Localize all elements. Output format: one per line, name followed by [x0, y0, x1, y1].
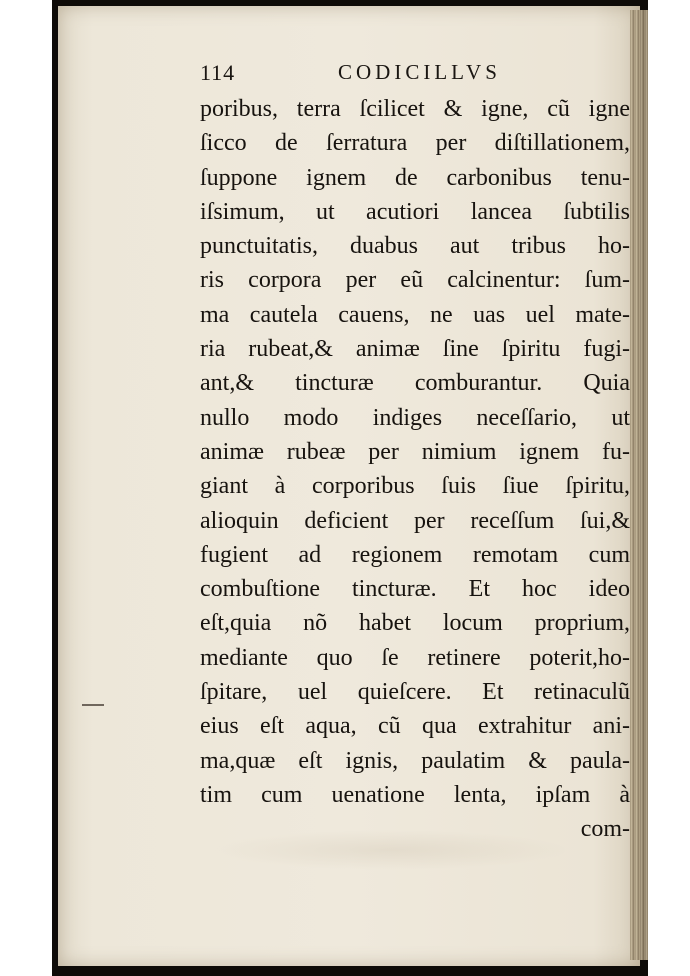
text-line: poribus, terra ſcilicet & igne, cũ igne — [200, 96, 630, 122]
margin-mark — [82, 704, 104, 706]
text-line: tim cum uenatione lenta, ipſam à — [200, 781, 630, 808]
text-line: nullo modo indiges neceſſario, ut — [200, 404, 630, 431]
text-line: iſsimum, ut acutiori lancea ſubtilis — [200, 198, 630, 225]
text-line: animæ rubeæ per nimium ignem fu- — [200, 438, 630, 465]
text-line: giant à corporibus ſuis ſiue ſpiritu, — [200, 473, 630, 500]
text-line: ſicco de ſerratura per diſtillationem, — [200, 130, 630, 157]
text-line: ſpitare, uel quieſcere. Et retinaculũ — [200, 679, 630, 706]
text-line: ris corpora per eũ calcinentur: ſum- — [200, 267, 630, 294]
text-line: combuſtione tincturæ. Et hoc ideo — [200, 576, 630, 603]
running-title: CODICILLVS — [338, 60, 501, 84]
text-line: ant,& tincturæ comburantur. Quia — [200, 370, 630, 397]
text-line: eſt,quia nõ habet locum proprium, — [200, 610, 630, 637]
text-line: ria rubeat,& animæ ſine ſpiritu fugi- — [200, 336, 630, 363]
text-line: eius eſt aqua, cũ qua extrahitur ani- — [200, 713, 630, 740]
book-fore-edge — [630, 10, 648, 960]
catchword: com- — [580, 816, 630, 843]
text-block — [200, 92, 630, 847]
text-line: ſuppone ignem de carbonibus tenu- — [200, 164, 630, 191]
text-line: mediante quo ſe retinere poterit,ho- — [200, 644, 630, 671]
page-number: 114 — [200, 60, 236, 85]
text-line: ma,quæ eſt ignis, paulatim & paula- — [200, 747, 630, 774]
text-line: alioquin deficient per receſſum ſui,& — [200, 507, 630, 534]
text-line: fugient ad regionem remotam cum — [200, 541, 630, 568]
text-line: punctuitatis, duabus aut tribus ho- — [200, 233, 630, 260]
text-line: ma cautela cauens, ne uas uel mate- — [200, 301, 630, 328]
page-header — [200, 60, 630, 86]
